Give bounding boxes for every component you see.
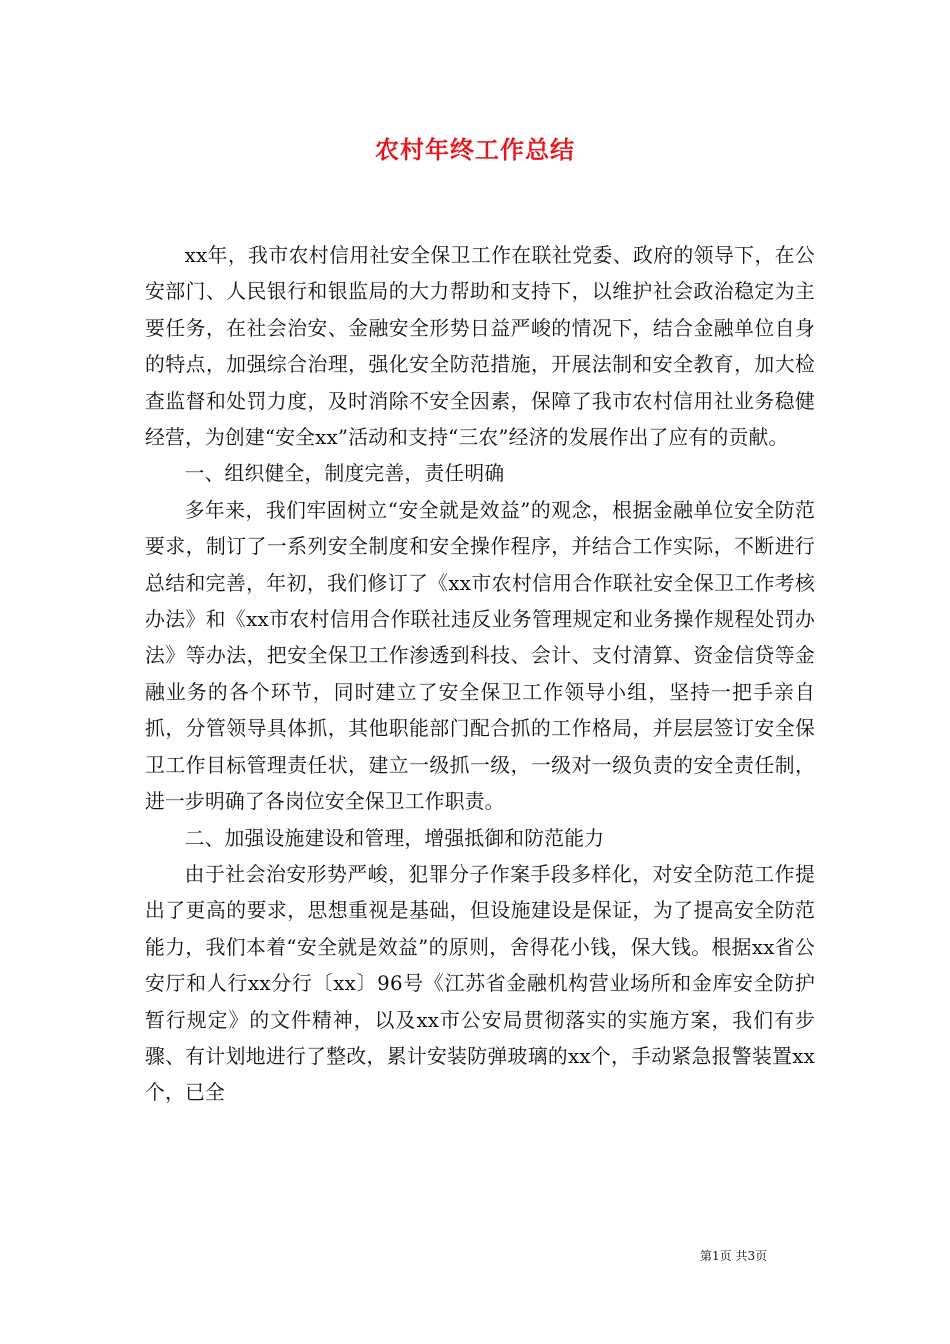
section-heading-1: 一、组织健全，制度完善，责任明确 bbox=[184, 462, 505, 486]
paragraph-intro: xx年，我市农村信用社安全保卫工作在联社党委、政府的领导下，在公安部门、人民银行和银监局的大力帮助和支持下，以维护社会政治稳定为主要任务，在社会治安、金融安全形势日益严峻的情况下，结合金融单位自身的特点，加强综合治理，强化安全防范措施，开展法制和安全教育，加大检查监督和处罚力度，及时消除不安全因素，保障了我市农村信用社业务稳健经营，为创建“安全xx”活动和支持“三农”经济的发展作出了应有的贡献。 bbox=[145, 244, 815, 450]
paragraph-section-1: 多年来，我们牢固树立“安全就是效益”的观念，根据金融单位安全防范要求，制订了一系列安全制度和安全操作程序，并结合工作实际，不断进行总结和完善，年初，我们修订了《xx市农村信用合作联社安全保卫工作考核办法》和《xx市农村信用合作联社违反业务管理规定和业务操作规程处罚办法》等办法，把安全保卫工作渗透到科技、会计、支付清算、资金信贷等金融业务的各个环节，同时建立了安全保卫工作领导小组，坚持一把手亲自抓，分管领导具体抓，其他职能部门配合抓的工作格局，并层层签订安全保卫工作目标管理责任状，建立一级抓一级，一级对一级负责的安全责任制，进一步明确了各岗位安全保卫工作职责。 bbox=[145, 498, 815, 814]
document-title: 农村年终工作总结 bbox=[375, 135, 575, 164]
page-number: 第1页 共3页 bbox=[700, 1249, 768, 1263]
section-heading-2: 二、加强设施建设和管理，增强抵御和防范能力 bbox=[184, 826, 605, 850]
document-body bbox=[145, 238, 815, 1112]
paragraph-section-2: 由于社会治安形势严峻，犯罪分子作案手段多样化，对安全防范工作提出了更高的要求，思想重视是基础，但设施建设是保证，为了提高安全防范能力，我们本着“安全就是效益”的原则，舍得花小钱，保大钱。根据xx省公安厅和人行xx分行〔xx〕96号《江苏省金融机构营业场所和金库安全防护暂行规定》的文件精神，以及xx市公安局贯彻落实的实施方案，我们有步骤、有计划地进行了整改，累计安装防弹玻璃的xx个，手动紧急报警装置xx个，已全 bbox=[145, 862, 815, 1105]
